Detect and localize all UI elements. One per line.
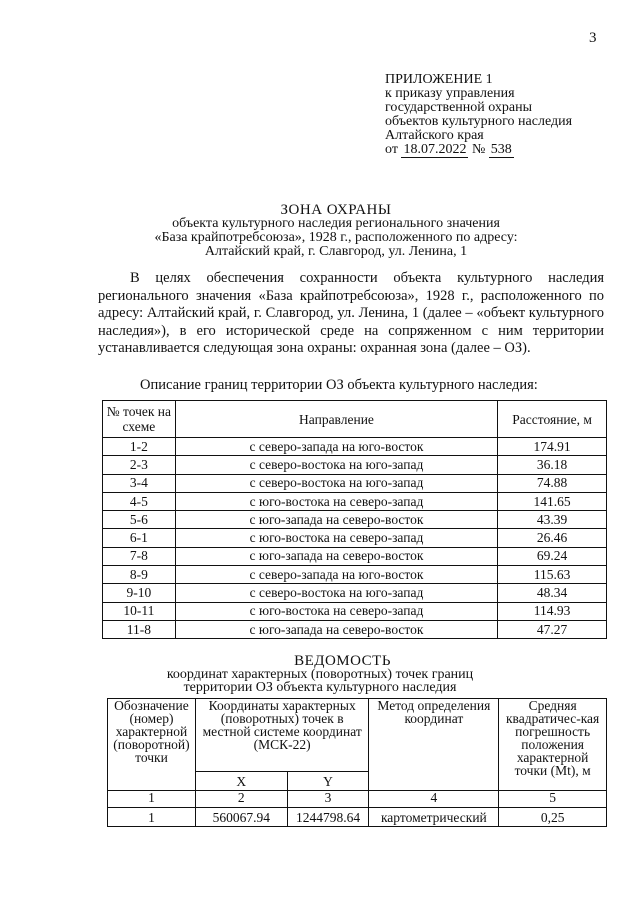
cell-direction: с северо-востока на юго-запад <box>175 584 497 602</box>
cell-direction: с юго-востока на северо-запад <box>175 529 497 547</box>
header-error: Средняя квадратичес-кая погрешность положения характерной точки (Mt), м <box>499 699 607 791</box>
boundaries-table <box>102 400 607 639</box>
cell-points: 7-8 <box>103 547 176 565</box>
table-header-row <box>103 401 607 438</box>
number-prefix: № <box>471 142 486 157</box>
cell-direction: с северо-востока на юго-запад <box>175 456 497 474</box>
cell-points: 2-3 <box>103 456 176 474</box>
cell-direction: с северо-запада на юго-восток <box>175 566 497 584</box>
cell-points: 8-9 <box>103 566 176 584</box>
order-date: 18.07.2022 <box>403 142 467 157</box>
table-row <box>103 492 607 510</box>
cell-direction: с юго-запада на северо-восток <box>175 511 497 529</box>
appendix-line: Алтайского края <box>385 128 484 143</box>
cell-distance: 115.63 <box>498 566 607 584</box>
column-numbers-row <box>108 791 607 808</box>
vedomost-title-block <box>0 655 640 694</box>
column-number: 1 <box>108 791 196 808</box>
body-paragraph: В целях обеспечения сохранности объекта культурного наследия регионального значения «База крайпотребсоюза», 1928 г., расположенного по адресу: Алтайский край, г. Славгород, ул. Ленина, 1 (далее – «объект культурного наследия»), в его исторической среде на сопряженном с ним территории устанавливается следующая зона охраны: охранная зона (далее – ОЗ). <box>98 270 604 357</box>
header-points: № точек на схеме <box>103 401 176 438</box>
appendix-line: государственной охраны <box>385 100 533 115</box>
title-line: объекта культурного наследия регионального значения <box>172 216 500 231</box>
title-main: ЗОНА ОХРАНЫ <box>280 202 392 218</box>
column-number: 4 <box>369 791 499 808</box>
column-number: 5 <box>499 791 607 808</box>
cell-direction: с северо-востока на юго-запад <box>175 474 497 492</box>
cell-distance: 69.24 <box>498 547 607 565</box>
vedomost-line: координат характерных (поворотных) точек границ <box>166 667 474 682</box>
page-number: 3 <box>589 30 597 46</box>
cell-direction: с юго-востока на северо-запад <box>175 492 497 510</box>
appendix-date-line <box>385 143 572 157</box>
coordinates-table <box>107 698 607 827</box>
cell-points: 9-10 <box>103 584 176 602</box>
header-coordinates: Координаты характерных (поворотных) точек в местной системе координат (МСК-22) <box>195 699 369 772</box>
cell-y: 1244798.64 <box>287 808 369 827</box>
vedomost-title: ВЕДОМОСТЬ <box>294 653 391 669</box>
cell-distance: 174.91 <box>498 438 607 456</box>
cell-points: 3-4 <box>103 474 176 492</box>
cell-points: 10-11 <box>103 602 176 620</box>
title-line: «База крайпотребсоюза», 1928 г., расположенного по адресу: <box>154 230 518 245</box>
title-line: Алтайский край, г. Славгород, ул. Ленина, 1 <box>204 244 468 259</box>
cell-distance: 48.34 <box>498 584 607 602</box>
cell-points: 6-1 <box>103 529 176 547</box>
cell-direction: с северо-запада на юго-восток <box>175 438 497 456</box>
table-row <box>103 529 607 547</box>
cell-method: картометрический <box>369 808 499 827</box>
body-paragraph-block <box>98 270 604 358</box>
table-row <box>103 584 607 602</box>
date-prefix: от <box>385 142 398 157</box>
table-row <box>103 511 607 529</box>
cell-points: 1-2 <box>103 438 176 456</box>
cell-distance: 36.18 <box>498 456 607 474</box>
table-row <box>108 808 607 827</box>
order-number: 538 <box>490 142 512 157</box>
header-designation: Обозначение (номер) характерной (поворотной) точки <box>108 699 196 791</box>
table-row <box>103 620 607 638</box>
vedomost-line: территории ОЗ объекта культурного наследия <box>183 680 457 695</box>
header-x: X <box>195 772 287 791</box>
header-method: Метод определения координат <box>369 699 499 791</box>
column-number: 3 <box>287 791 369 808</box>
cell-distance: 47.27 <box>498 620 607 638</box>
cell-distance: 74.88 <box>498 474 607 492</box>
header-y: Y <box>287 772 369 791</box>
cell-distance: 26.46 <box>498 529 607 547</box>
cell-x: 560067.94 <box>195 808 287 827</box>
cell-distance: 114.93 <box>498 602 607 620</box>
table-row <box>103 438 607 456</box>
document-title <box>0 203 640 259</box>
cell-points: 4-5 <box>103 492 176 510</box>
cell-direction: с юго-запада на северо-восток <box>175 620 497 638</box>
cell-direction: с юго-запада на северо-восток <box>175 547 497 565</box>
cell-distance: 141.65 <box>498 492 607 510</box>
appendix-block <box>385 73 572 157</box>
table1-caption: Описание границ территории ОЗ объекта культурного наследия: <box>140 377 538 393</box>
cell-points: 11-8 <box>103 620 176 638</box>
cell-points: 5-6 <box>103 511 176 529</box>
table-row <box>103 602 607 620</box>
cell-point: 1 <box>108 808 196 827</box>
table-row <box>103 566 607 584</box>
table-row <box>103 474 607 492</box>
cell-error: 0,25 <box>499 808 607 827</box>
appendix-line: объектов культурного наследия <box>385 114 573 129</box>
appendix-title: ПРИЛОЖЕНИЕ 1 <box>385 72 493 87</box>
table-row <box>103 547 607 565</box>
header-direction: Направление <box>175 401 497 438</box>
column-number: 2 <box>195 791 287 808</box>
table-row <box>103 456 607 474</box>
header-distance: Расстояние, м <box>498 401 607 438</box>
cell-distance: 43.39 <box>498 511 607 529</box>
appendix-line: к приказу управления <box>385 86 515 101</box>
cell-direction: с юго-востока на северо-запад <box>175 602 497 620</box>
